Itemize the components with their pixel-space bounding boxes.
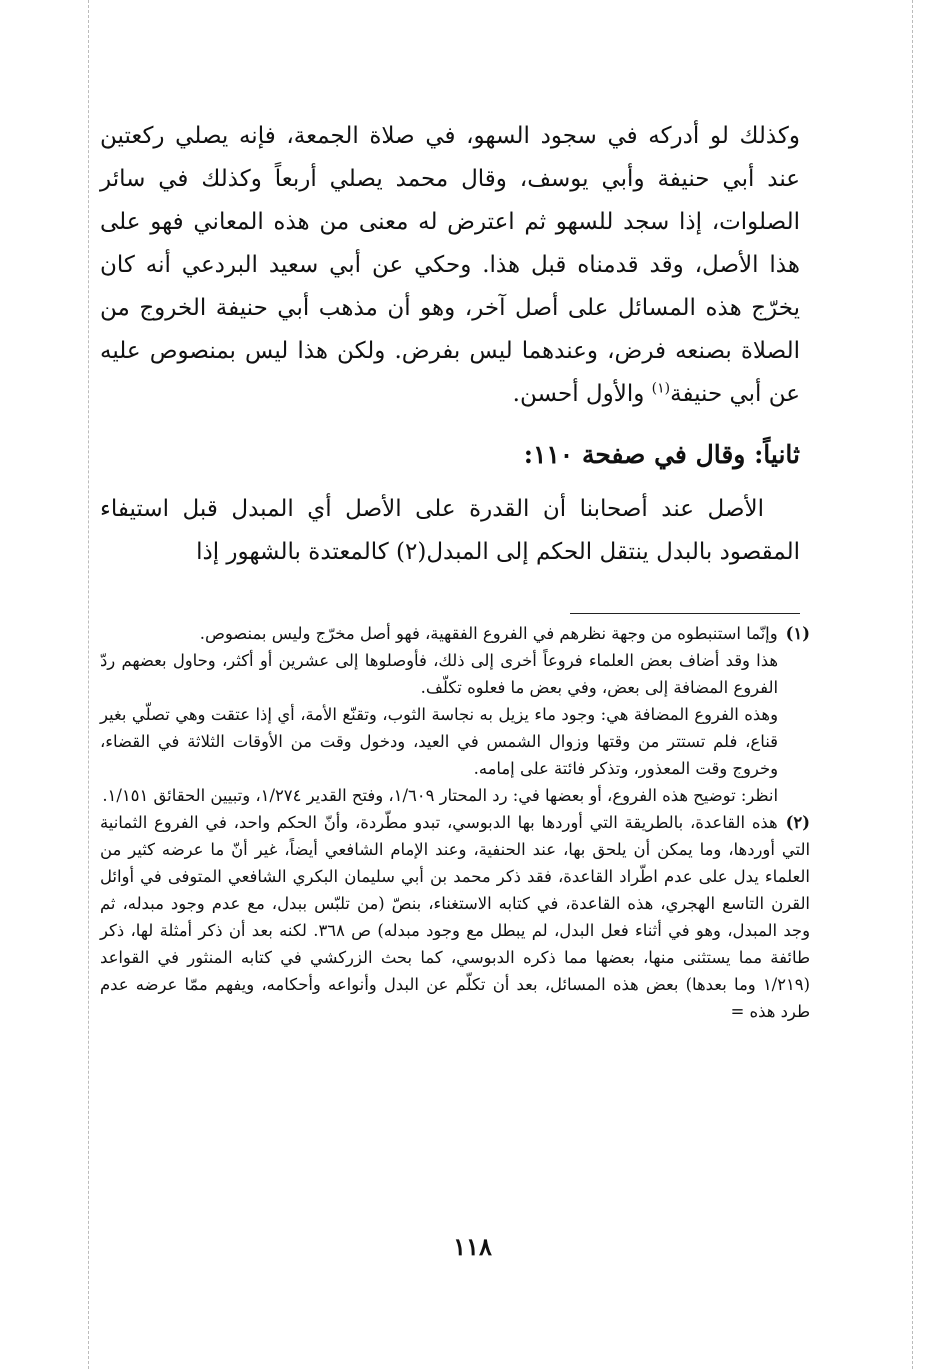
footnote-2-number: (٢) <box>785 813 810 832</box>
paragraph-1-text: وكذلك لو أدركه في سجود السهو، في صلاة الجمعة، فإنه يصلي ركعتين عند أبي حنيفة وأبي يوسف، وقال محمد يصلي أربعاً وكذلك في سائر الصلوات، إذا سجد للسهو ثم اعترض له معنى من هذه المعاني فهو على هذا الأصل، وقد قدمناه قبل هذا. وحكي عن أبي سعيد البردعي أنه كان يخرّج هذه المسائل على أصل آخر، وهو أن مذهب أبي حنيفة الخروج من الصلاة بصنعه فرض، وعندهما ليس بفرض. ولكن هذا ليس بمنصوص عليه عن أبي حنيفة <box>100 123 800 407</box>
footnote-2 <box>100 809 810 1025</box>
footnote-2-text: هذه القاعدة، بالطريقة التي أوردها بها الدبوسي، تبدو مطّردة، وأنّ الحكم واحد، في الفروع الثمانية التي أوردها، وما يمكن أن يلحق بها، عند الحنفية، وعند الإمام الشافعي أيضاً، غير أنّ ما عرضه كثير من العلماء يدل على عدم اطّراد القاعدة، فقد ذكر محمد بن أبي سليمان البكري الشافعي المتوفى في أوائل القرن التاسع الهجري، هذه القاعدة، في كتابه الاستغناء، بنصّ (من تلبّس ببدل، مع عدم وجود مبدله، ثم وجد المبدل، وهو في أثناء فعل البدل، لم يبطل مع وجود مبدله) ص ٣٦٨. لكنه بعد أن ذكر أمثلة لها، ذكر طائفة مما يستثنى منها، بعضها مما ذكره الدبوسي، كما بحث الزركشي في كتابه المنثور في القواعد (١/٢١٩ وما بعدها) بعض هذه المسائل، بعد أن تكلّم عن البدل وأنواعه وأحكامه، ويفهم ممّا عرضه عدم طرد هذه = <box>100 813 810 1021</box>
footnote-marker-2[interactable]: (٢) <box>396 539 427 565</box>
paragraph-2-text: الأصل عند أصحابنا أن القدرة على الأصل أي المبدل قبل استيفاء المقصود بالبدل ينتقل الحكم إلى المبدل <box>100 496 800 565</box>
footnote-1 <box>100 620 810 647</box>
footnote-1-text: وإنّما استنبطوه من وجهة نظرهم في الفروع الفقهية، فهو أصل مخرّج وليس بمنصوص. <box>199 624 778 643</box>
paragraph-2 <box>100 488 800 574</box>
scan-fold-line-right <box>912 0 913 1369</box>
footnote-1-paragraph-4: انظر: توضيح هذه الفروع، أو بعضها في: رد المحتار ١/٦٠٩، وفتح القدير ١/٢٧٤، وتبيين الحقائق ١/١٥١. <box>102 786 778 805</box>
paragraph-1-end: والأول أحسن. <box>512 381 652 407</box>
footnote-marker-1[interactable]: (١) <box>651 380 671 397</box>
footnote-separator <box>570 613 800 614</box>
footnotes <box>100 620 810 1025</box>
footnote-1-paragraph-3: وهذه الفروع المضافة هي: وجود ماء يزيل به نجاسة الثوب، وتقنّع الأمة، أي إذا عتقت وهي تصلّي بغير قناع، فلم تستتر من وقتها وزوال الشمس في العيد، ودخول وقت من الأوقات الثلاثة في القضاء، وخروج وقت المعذور، وتذكر فائتة على إمامه. <box>100 705 778 778</box>
page-number: ١١٨ <box>453 1232 492 1261</box>
footnote-1-number: (١) <box>785 624 810 643</box>
scan-fold-line-left <box>88 0 89 1369</box>
paragraph-2-end: كالمعتدة بالشهور إذا <box>196 539 396 565</box>
section-heading: ثانياً: وقال في صفحة ١١٠: <box>523 440 800 469</box>
main-text <box>100 115 800 574</box>
footnote-1-paragraph-2: هذا وقد أضاف بعض العلماء فروعاً أخرى إلى ذلك، فأوصلوها إلى عشرين أو أكثر، وحاول بعضهم ردّ الفروع المضافة إلى بعض، وفي بعض ما فعلوه تكلّف. <box>100 651 778 697</box>
paragraph-1 <box>100 115 800 416</box>
